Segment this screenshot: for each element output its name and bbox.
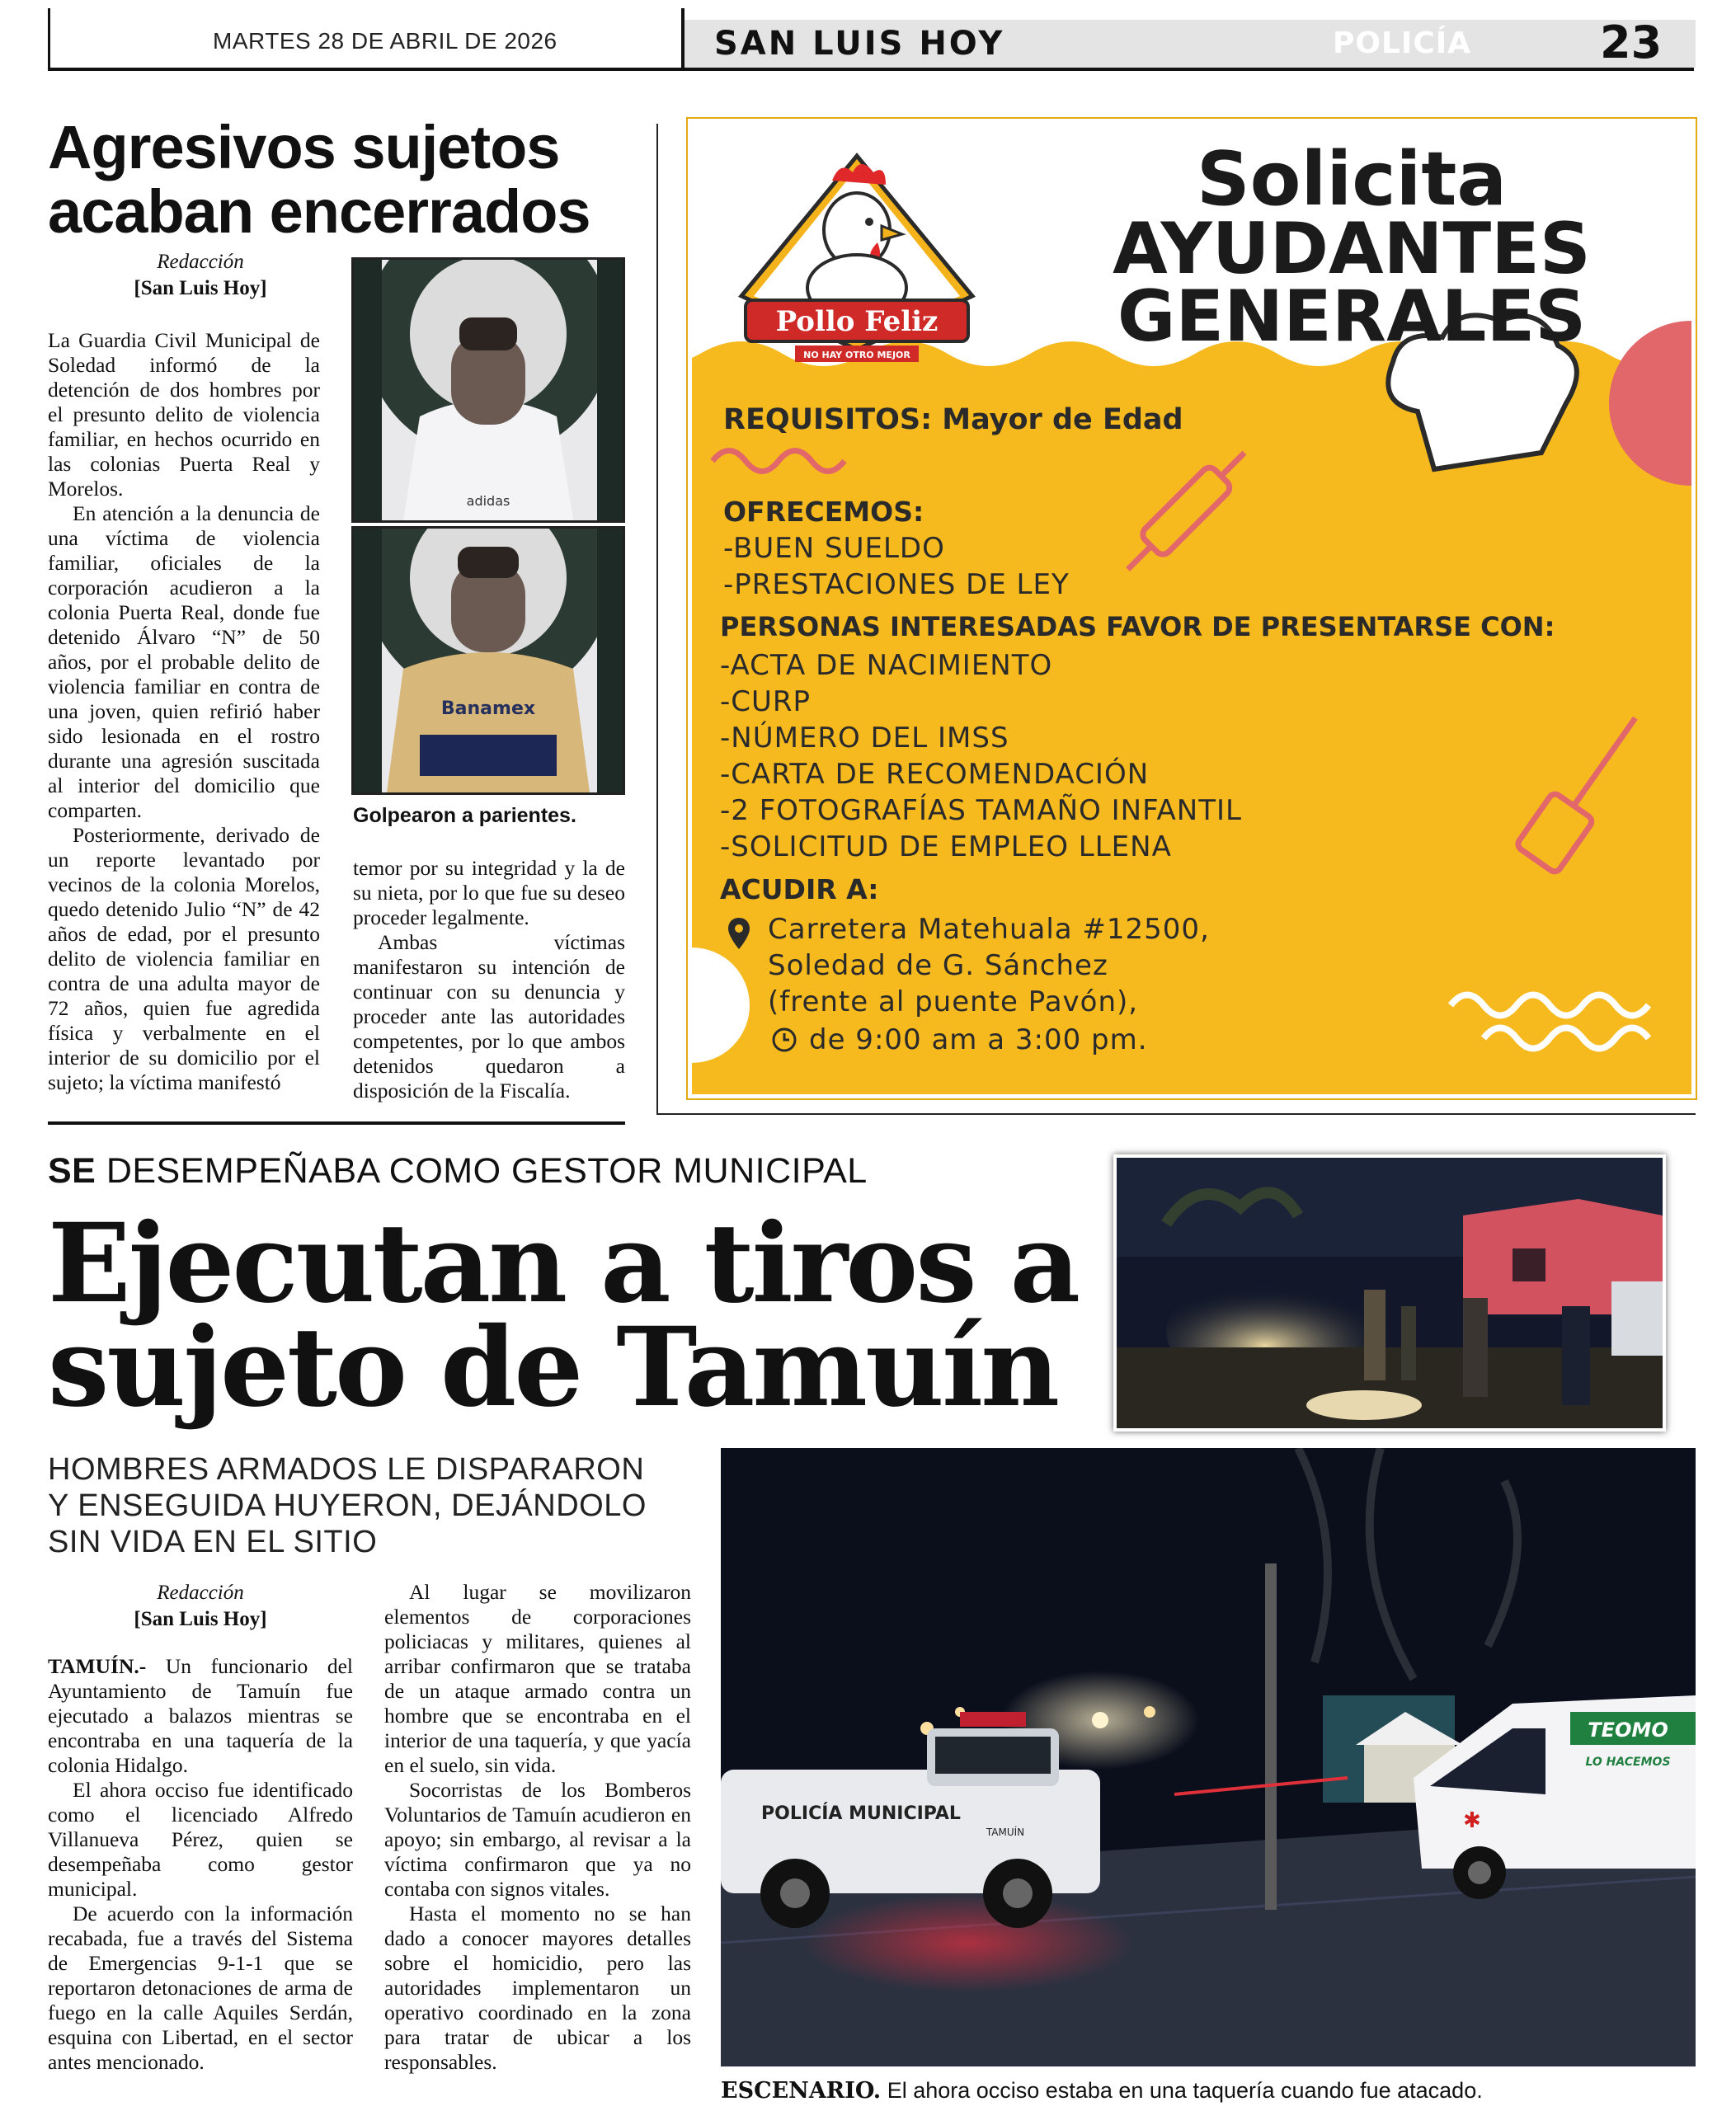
story2-paragraph: Socorristas de los Bomberos Voluntarios de Tamuín acudieron en apoyo; sin embargo, al revisar a la víctima confirmaron que ya no contaba con signos vitales. (384, 1778, 691, 1901)
page-number: 23 (1600, 16, 1663, 68)
story2-column-2 (384, 1580, 691, 2075)
job-ad (688, 119, 1696, 1098)
story1-paragraph: La Guardia Civil Municipal de Soledad informó de la detención de dos hombres por el presunto delito de violencia familiar, en hechos ocurrido en las colonias Puerta Real y Morelos. (48, 328, 320, 501)
story2-headline-line1: Ejecutan a tiros a (48, 1200, 1079, 1328)
truck-label: POLICÍA MUNICIPAL (761, 1803, 961, 1824)
photo-caption (721, 2078, 1483, 2104)
ad-bottom-rule (656, 1113, 1696, 1115)
story2-byline (48, 1580, 353, 1633)
deck-line: Y ENSEGUIDA HUYERON, DEJÁNDOLO (48, 1488, 647, 1523)
rooster-logo-icon (725, 131, 989, 370)
deck-line: SIN VIDA EN EL SITIO (48, 1525, 378, 1559)
story2-paragraph (48, 1654, 353, 1778)
story1-paragraph: Ambas víctimas manifestaron su intención de continuar con su denuncia y proceder ante las autoridades competentes, por lo que ambos detenidos quedaron a disposición de la Fiscalía. (353, 930, 625, 1103)
ad-offer-heading: OFRECEMOS: (723, 496, 924, 528)
story2-headline-line2: sujeto de Tamuín (48, 1304, 1058, 1432)
header-divider (681, 8, 685, 71)
ad-offer-item: -BUEN SUELDO (723, 532, 945, 565)
story1-paragraph: temor por su integridad y la de su nieta, por lo que fue su deseo proceder legalmente. (353, 856, 625, 929)
story1-paragraph: En atención a la denuncia de una víctima de violencia familiar, oficiales de la corporación acudieron a la colonia Puerta Real, donde fue detenido Álvaro “N” de 50 años, por el probable delito de violencia familiar en contra de una joven, quien refirió haber sido lesionada en el rostro durante una agresión suscitada al interior del domicilio que comparten. (48, 501, 320, 822)
truck-small-label: TAMUÍN (986, 1827, 1025, 1838)
location-pin-icon (727, 916, 751, 955)
crime-scene-large-image (721, 1448, 1696, 2066)
byline-outlet: [San Luis Hoy] (134, 1608, 267, 1630)
deck-line: HOMBRES ARMADOS LE DISPARARON (48, 1452, 645, 1487)
story2-lead-text: Un funcionario del Ayuntamiento de Tamuín fue ejecutado a balazos mientras se encontraba en una taquería de la colonia Hidalgo. (48, 1654, 353, 1777)
ad-brand-logo (725, 131, 989, 370)
crime-scene-photo-small (1113, 1154, 1666, 1432)
mugshot-photo-1 (351, 257, 625, 523)
mugshot-photo-2 (351, 526, 625, 795)
story1-bottom-rule (48, 1121, 625, 1125)
story1-headline-line1: Agresivos sujetos (48, 113, 560, 181)
ad-address-line: Carretera Matehuala #12500, (768, 913, 1210, 946)
ad-document-item: -CARTA DE RECOMENDACIÓN (720, 758, 1150, 791)
byline-name: Redacción (157, 1582, 244, 1604)
crime-scene-photo-large (721, 1448, 1696, 2066)
newspaper-name: SAN LUIS HOY (714, 25, 1005, 63)
ad-requirements: REQUISITOS: Mayor de Edad (723, 403, 1183, 436)
caption-lead: ESCENARIO. (721, 2078, 882, 2104)
story2-paragraph: De acuerdo con la información recabada, fue a través del Sistema de Emergencias 9-1-1 que se reportaron detonaciones de arma de fuego en la calle Aquiles Serdán, esquina con Libertad, en el sector antes mencionado. (48, 1902, 353, 2074)
clock-icon (771, 1027, 797, 1057)
story2-paragraph: El ahora occiso fue identificado como el licenciado Alfredo Villanueva Pérez, quien se desempeñaba como gestor municipal. (48, 1778, 353, 1901)
ad-go-heading: ACUDIR A: (720, 873, 879, 905)
ad-present-heading: PERSONAS INTERESADAS FAVOR DE PRESENTARSE CON: (720, 611, 1555, 642)
ad-document-item: -CURP (720, 685, 812, 718)
mugshot-2-image (354, 529, 623, 792)
byline-name: Redacción (157, 251, 244, 273)
mugshot-2-shirt-text: Banamex (440, 698, 536, 719)
ad-address-line: Soledad de G. Sánchez (768, 949, 1108, 982)
svg-text:✱: ✱ (1463, 1808, 1481, 1833)
mugshot-1-shirt-text: adidas (466, 493, 510, 509)
ad-brand-tagline: NO HAY OTRO MEJOR (803, 350, 910, 360)
story2-paragraph: Al lugar se movilizaron elementos de corporaciones policiacas y militares, quienes al arribar confirmaron que se trataba de un ataque armado contra un hombre que se encontraba en el interior de una taquería, y que yacía en el suelo, sin vida. (384, 1580, 691, 1777)
mugshot-caption: Golpearon a parientes. (353, 804, 576, 827)
ad-brand-name: Pollo Feliz (775, 305, 939, 338)
header-left-rule (48, 8, 50, 71)
story2-headline (48, 1200, 1120, 1432)
story1-column-1 (48, 328, 320, 1095)
ad-document-item: -NÚMERO DEL IMSS (720, 722, 1009, 755)
header-bottom-rule (48, 68, 1694, 71)
section-name: POLICÍA (1333, 26, 1471, 60)
ad-offer-item: -PRESTACIONES DE LEY (723, 568, 1070, 601)
kicker-rest: DESEMPEÑABA COMO GESTOR MUNICIPAL (96, 1151, 868, 1191)
caption-text: El ahora occiso estaba en una taquería cuando fue atacado. (881, 2078, 1483, 2103)
crime-scene-small-image (1117, 1158, 1663, 1428)
issue-date: MARTES 28 DE ABRIL DE 2026 (213, 28, 557, 54)
byline-outlet: [San Luis Hoy] (134, 277, 267, 299)
story2-paragraph: Hasta el momento no se han dado a conocer mayores detalles sobre el homicidio, pero las autoridades implementaron un operativo coordinado en la zona para tratar de ubicar a los responsables. (384, 1902, 691, 2074)
story1-headline-line2: acaban encerrados (48, 177, 590, 246)
dateline: TAMUÍN.- (48, 1654, 147, 1678)
story1-headline (48, 115, 642, 244)
story2-column-1 (48, 1654, 353, 2075)
story1-column-2 (353, 856, 625, 1103)
story2-kicker (48, 1151, 868, 1192)
ad-address-line: (frente al puente Pavón), (768, 985, 1139, 1018)
story1-byline (48, 249, 353, 302)
ambulance-label: TEOMO (1588, 1718, 1668, 1742)
ad-document-item: -SOLICITUD DE EMPLEO LLENA (720, 830, 1172, 863)
ad-headline-3: GENERALES (1117, 275, 1587, 358)
column-divider (656, 124, 658, 1113)
ambulance-sublabel: LO HACEMOS (1585, 1756, 1671, 1769)
ad-headline-1: Solicita (1196, 136, 1508, 223)
ad-document-item: -2 FOTOGRAFÍAS TAMAÑO INFANTIL (720, 794, 1242, 827)
mugshot-1-image (354, 260, 623, 520)
story2-deck (48, 1451, 675, 1560)
kicker-bold: SE (48, 1151, 96, 1191)
ad-hours: de 9:00 am a 3:00 pm. (809, 1023, 1148, 1056)
story1-paragraph: Posteriormente, derivado de un reporte levantado por vecinos de la colonia Morelos, quedo detenido Julio “N” de 42 años de edad, por el presunto delito de violencia familiar en contra de una adulta mayor de 72 años, quien fue agredida física y verbalmente en el interior de su domicilio por el sujeto; la víctima manifestó (48, 823, 320, 1094)
ad-headline-2: AYUDANTES (1113, 208, 1591, 290)
ad-document-item: -ACTA DE NACIMIENTO (720, 649, 1053, 682)
